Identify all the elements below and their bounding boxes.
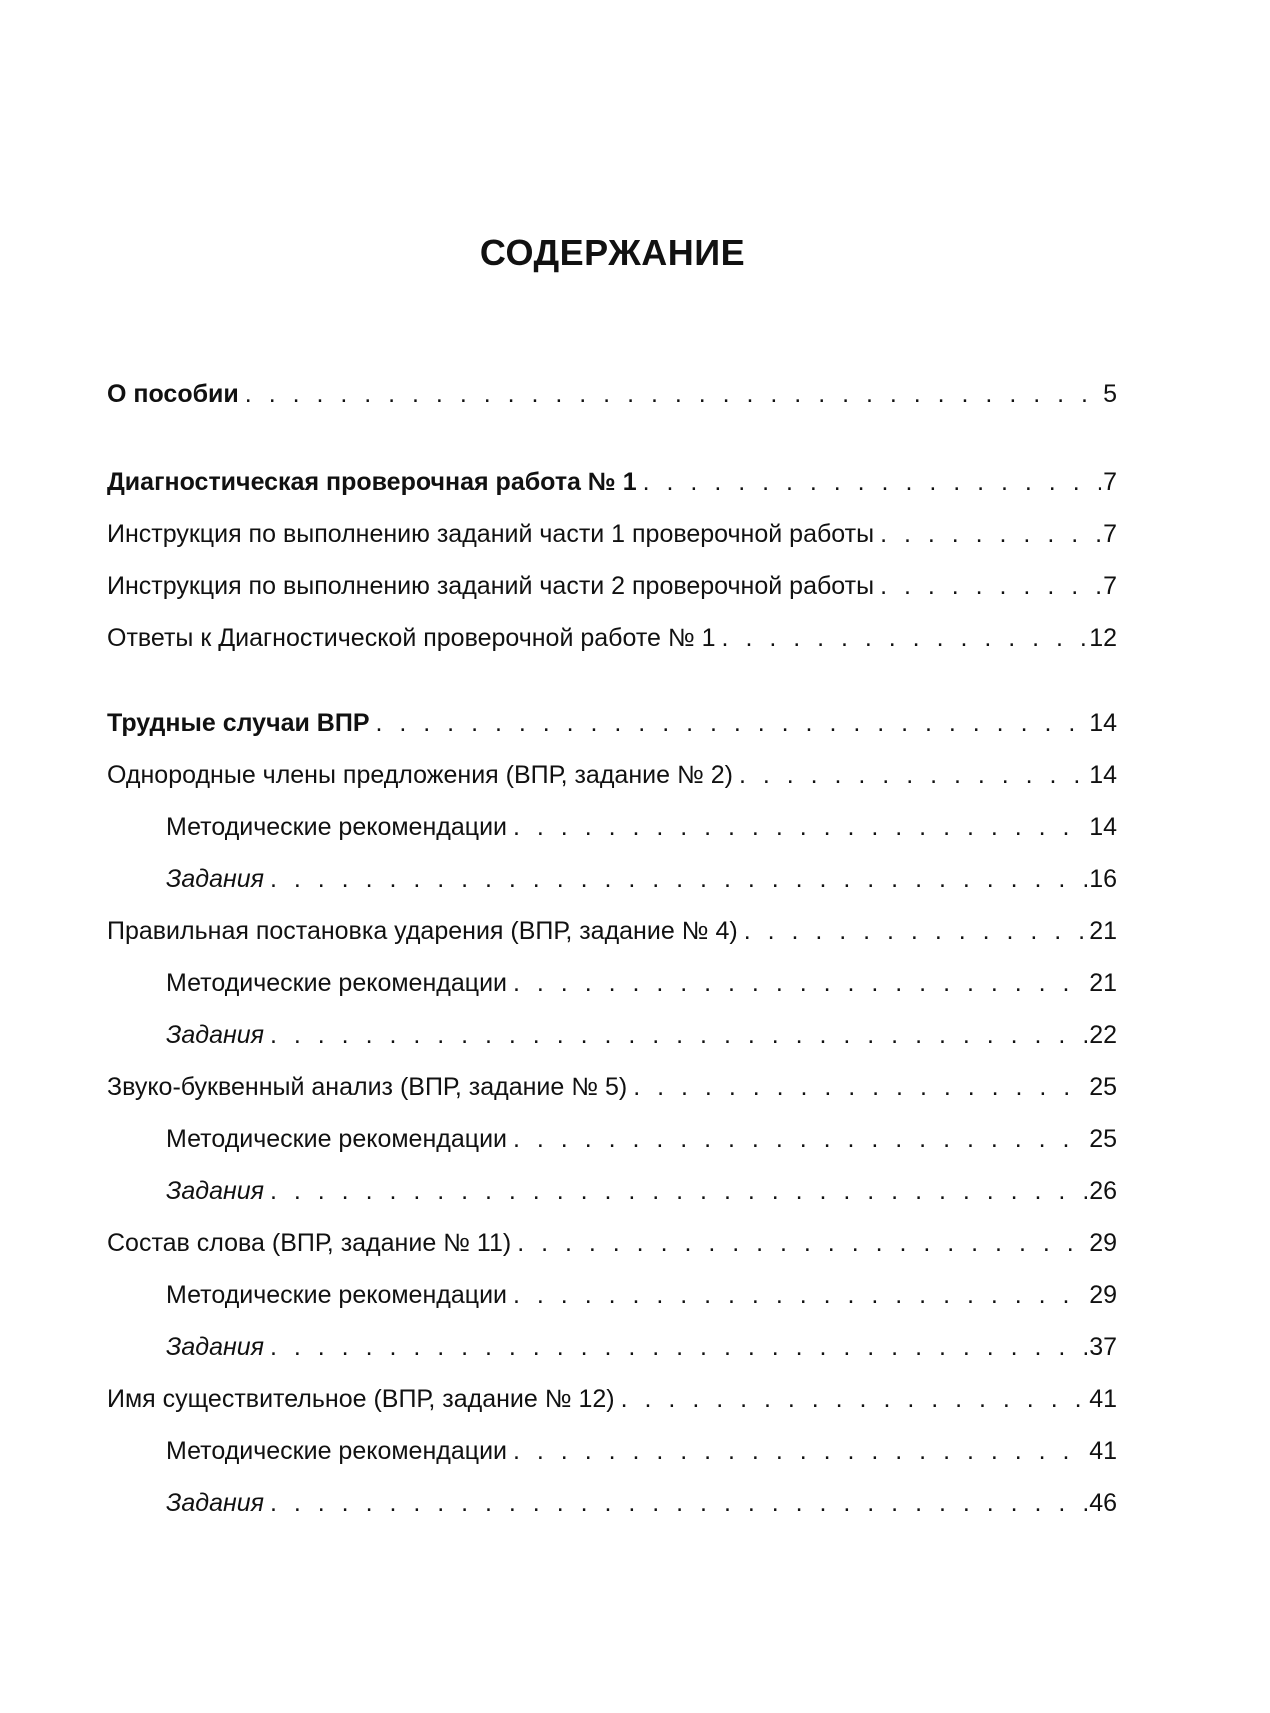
toc-entry[interactable] <box>107 621 1117 655</box>
toc-page-number: 29 <box>1089 1229 1117 1257</box>
toc-entry[interactable] <box>107 1018 1117 1052</box>
toc-entry-label: Однородные члены предложения (ВПР, задание № 2) <box>107 761 733 789</box>
toc-entry[interactable] <box>107 1226 1117 1260</box>
toc-dot-leader <box>270 1486 1087 1520</box>
toc-entry-label: Методические рекомендации <box>166 969 508 997</box>
toc-entry-label: Ответы к Диагностической проверочной работе № 1 <box>107 624 716 652</box>
toc-dot-leader <box>517 1226 1087 1260</box>
toc-dot-leader <box>621 1382 1088 1416</box>
toc-entry-label: Методические рекомендации <box>166 1437 508 1465</box>
toc-page-number: 21 <box>1089 917 1117 945</box>
toc-entry-label: Задания <box>166 1333 264 1361</box>
toc-entry-label: Звуко-буквенный анализ (ВПР, задание № 5) <box>107 1073 628 1101</box>
toc-dot-leader <box>513 1434 1087 1468</box>
toc-dot-leader <box>744 914 1088 948</box>
toc-page-number: 41 <box>1089 1385 1117 1413</box>
toc-page-number: 7 <box>1103 572 1117 600</box>
toc-entry[interactable] <box>107 517 1117 551</box>
toc-entry[interactable] <box>107 1174 1117 1208</box>
toc-entry[interactable] <box>107 1382 1117 1416</box>
toc-page-number: 14 <box>1089 709 1117 737</box>
toc-entry-label: Задания <box>166 1489 264 1517</box>
toc-page-number: 14 <box>1089 761 1117 789</box>
toc-entry[interactable] <box>107 1122 1117 1156</box>
toc-entry-label: Методические рекомендации <box>166 1281 508 1309</box>
toc-page-number: 25 <box>1089 1125 1117 1153</box>
toc-page-number: 22 <box>1089 1021 1117 1049</box>
toc-entry-label: Диагностическая проверочная работа № 1 <box>107 468 637 496</box>
toc-dot-leader <box>270 1018 1087 1052</box>
toc-entry-label: Задания <box>166 865 264 893</box>
toc-dot-leader <box>270 1330 1087 1364</box>
toc-entry[interactable] <box>107 569 1117 603</box>
toc-page-number: 21 <box>1089 969 1117 997</box>
toc-dot-leader <box>880 517 1101 551</box>
toc-entry[interactable] <box>107 465 1117 499</box>
toc-entry-label: Состав слова (ВПР, задание № 11) <box>107 1229 512 1257</box>
toc-dot-leader <box>880 569 1101 603</box>
toc-entry[interactable] <box>107 1486 1117 1520</box>
toc-dot-leader <box>245 377 1101 411</box>
toc-page-number: 14 <box>1089 813 1117 841</box>
toc-page-number: 46 <box>1089 1489 1117 1517</box>
toc-page-number: 16 <box>1089 865 1117 893</box>
toc-page-number: 25 <box>1089 1073 1117 1101</box>
toc-dot-leader <box>270 1174 1087 1208</box>
toc-dot-leader <box>270 862 1087 896</box>
toc-entry-label: Правильная постановка ударения (ВПР, задание № 4) <box>107 917 738 945</box>
toc-dot-leader <box>513 810 1087 844</box>
toc-page-number: 5 <box>1103 380 1117 408</box>
toc-dot-leader <box>376 706 1088 740</box>
toc-page-number: 37 <box>1089 1333 1117 1361</box>
toc-dot-leader <box>633 1070 1087 1104</box>
toc-entry-label: Задания <box>166 1177 264 1205</box>
toc-entry[interactable] <box>107 1278 1117 1312</box>
toc-entry[interactable] <box>107 1434 1117 1468</box>
toc-page-number: 41 <box>1089 1437 1117 1465</box>
toc-entry-label: Методические рекомендации <box>166 1125 508 1153</box>
page-title: СОДЕРЖАНИЕ <box>479 232 746 274</box>
toc-entry[interactable] <box>107 810 1117 844</box>
toc-dot-leader <box>513 966 1087 1000</box>
toc-entry[interactable] <box>107 914 1117 948</box>
toc-entry[interactable] <box>107 1070 1117 1104</box>
toc-entry[interactable] <box>107 706 1117 740</box>
toc-entry[interactable] <box>107 966 1117 1000</box>
toc-page-number: 7 <box>1103 468 1117 496</box>
toc-entry[interactable] <box>107 862 1117 896</box>
toc-entry-label: Трудные случаи ВПР <box>107 709 370 737</box>
toc-entry[interactable] <box>107 1330 1117 1364</box>
toc-dot-leader <box>513 1278 1087 1312</box>
toc-page-number: 29 <box>1089 1281 1117 1309</box>
toc-entry-label: Инструкция по выполнению заданий части 1 проверочной работы <box>107 520 875 548</box>
toc-dot-leader <box>513 1122 1087 1156</box>
toc-entry-label: Задания <box>166 1021 264 1049</box>
toc-entry-label: Имя существительное (ВПР, задание № 12) <box>107 1385 615 1413</box>
toc-page-number: 7 <box>1103 520 1117 548</box>
toc-dot-leader <box>643 465 1101 499</box>
toc-dot-leader <box>739 758 1087 792</box>
toc-entry[interactable] <box>107 758 1117 792</box>
toc-entry-label: О пособии <box>107 380 239 408</box>
toc-entry[interactable] <box>107 377 1117 411</box>
toc-entry-label: Инструкция по выполнению заданий части 2 проверочной работы <box>107 572 875 600</box>
toc-dot-leader <box>722 621 1088 655</box>
toc-entry-label: Методические рекомендации <box>166 813 508 841</box>
toc-page-number: 12 <box>1089 624 1117 652</box>
toc-page-number: 26 <box>1089 1177 1117 1205</box>
